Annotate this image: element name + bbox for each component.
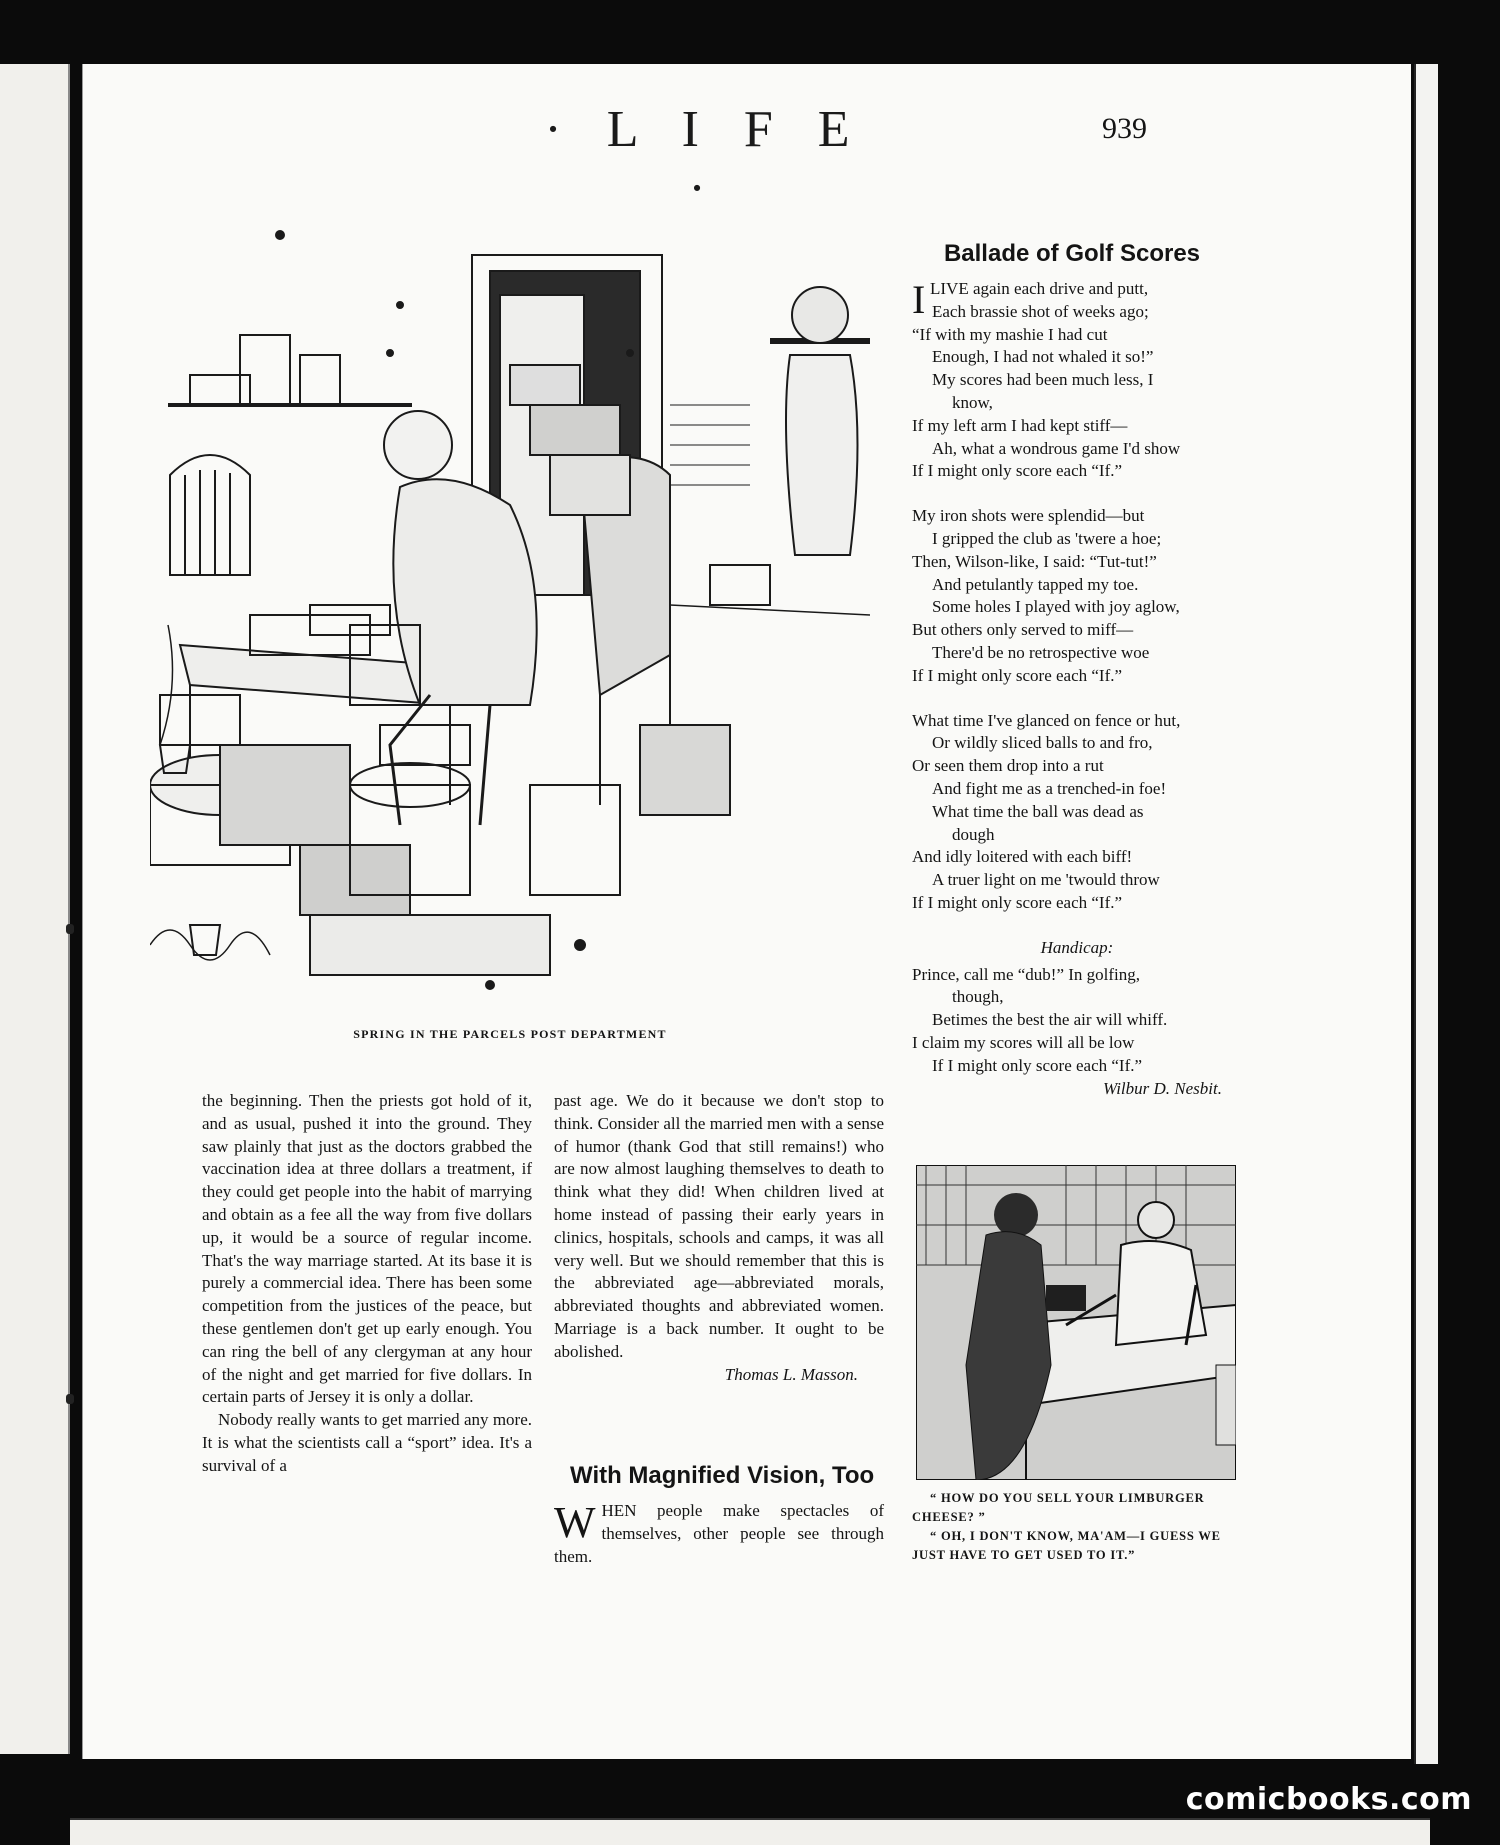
masthead: · L I F E ·: [544, 101, 866, 217]
poem-line: Prince, call me “dub!” In golfing,: [912, 964, 1141, 984]
poem-envoi: [912, 937, 1242, 1101]
poem-line: My scores had been much less, I: [932, 370, 1154, 390]
next-page-edge: [1414, 64, 1438, 1764]
site-watermark: comicbooks.com: [1185, 1782, 1472, 1817]
caption-question: “ HOW DO YOU SELL YOUR LIMBURGER CHEESE? ”: [912, 1491, 1205, 1524]
drop-cap: I: [912, 277, 926, 322]
poem-line: Ah, what a wondrous game I'd show: [932, 438, 1181, 458]
poem-stanza: [912, 710, 1242, 915]
binding-mark: [66, 1394, 74, 1404]
poem-line: Enough, I had not whaled it so!”: [932, 347, 1154, 367]
poem-line: I LIVE again each drive and putt,: [912, 277, 1149, 322]
poem-line: I claim my scores will all be low: [912, 1032, 1135, 1052]
poem-line: But others only served to miff—: [912, 620, 1134, 640]
poem-line: Then, Wilson-like, I said: “Tut-tut!”: [912, 551, 1157, 571]
poem-line: Each brassie shot of weeks ago;: [932, 301, 1149, 321]
article-paragraph: Nobody really wants to get married any more. It is what the scientists call a “sport” idea. It's a survival of a: [202, 1410, 532, 1475]
page-number: 939: [1102, 112, 1147, 145]
article-author: Thomas L. Masson.: [724, 1364, 858, 1384]
poem-stanza: [912, 278, 1242, 483]
facing-page-edge: [0, 64, 70, 1754]
short-piece-text: [554, 1500, 884, 1568]
poem-author: Wilbur D. Nesbit.: [1102, 1078, 1222, 1098]
article-column-1: [202, 1090, 532, 1478]
poem-line: If I might only score each “If.”: [912, 892, 1123, 912]
short-piece-body: HEN people make spectacles of themselves, other people see through them.: [554, 1501, 884, 1566]
poem-line: What time the ball was dead as: [932, 801, 1144, 821]
article-column-2: [554, 1090, 884, 1386]
drop-cap: W: [554, 1498, 596, 1547]
poem-line: dough: [952, 824, 995, 844]
article-paragraph: the beginning. Then the priests got hold of it, and as usual, pushed it into the ground. They saw plainly that just as the doctors grabbed the vaccination idea at three dollars a treatment, if they could get people into the habit of marrying and obtain as a fee all the way from five dollars up, it would be a source of regular income. That's the way marriage started. At its base it is purely a commercial idea. There has been some competition from the justices of the peace, but these gentlemen don't get up early enough. You can ring the bell of any clergyman at any hour of the night and get married for five dollars. In certain parts of Jersey it is only a dollar.: [202, 1091, 532, 1407]
poem-line: My iron shots were splendid—but: [912, 506, 1145, 526]
cartoon-parcels-post-illustration: [150, 225, 870, 1015]
caption-answer: “ OH, I DON'T KNOW, MA'AM—I GUESS WE JUST HAVE TO GET USED TO IT.”: [912, 1529, 1221, 1562]
poem-line: Betimes the best the air will whiff.: [932, 1010, 1168, 1030]
article-paragraph: past age. We do it because we don't stop to think. Consider all the married men with a sense of humor (thank God that still remains!) who are now almost laughing themselves to death to think what they did! When children lived at home instead of passing their early years in clinics, hospitals, schools and camps, it was all very well. But we should remember that this is the abbreviated age—abbreviated morals, abbreviated thoughts and abbreviated women. Marriage is a back number. It ought to be abolished.: [554, 1091, 884, 1361]
poem-line: If I might only score each “If.”: [912, 461, 1123, 481]
short-piece-title: With Magnified Vision, Too: [570, 1462, 875, 1489]
poem-line: If I might only score each “If.”: [912, 665, 1123, 685]
cartoon-shop-counter-illustration: [916, 1165, 1236, 1480]
poem-line: A truer light on me 'twould throw: [932, 870, 1160, 890]
shop-cartoon-caption: [912, 1489, 1242, 1565]
poem-line: And idly loitered with each biff!: [912, 847, 1133, 867]
poem-line: There'd be no retrospective woe: [932, 642, 1150, 662]
poem-ballade-of-golf-scores: [912, 278, 1242, 1122]
poem-line: though,: [952, 987, 1004, 1007]
poem-line: What time I've glanced on fence or hut,: [912, 710, 1181, 730]
poem-line: If I might only score each “If.”: [932, 1055, 1143, 1075]
poem-line: And petulantly tapped my toe.: [932, 574, 1139, 594]
cartoon-caption: SPRING IN THE PARCELS POST DEPARTMENT: [353, 1027, 667, 1041]
poem-stanza: [912, 505, 1242, 687]
poem-line: If my left arm I had kept stiff—: [912, 415, 1128, 435]
poem-line: Some holes I played with joy aglow,: [932, 597, 1180, 617]
poem-line: know,: [952, 392, 993, 412]
poem-title: Ballade of Golf Scores: [943, 240, 1201, 267]
poem-line: “If with my mashie I had cut: [912, 324, 1108, 344]
poem-line: I gripped the club as 'twere a hoe;: [932, 528, 1162, 548]
poem-line: Or wildly sliced balls to and fro,: [932, 733, 1153, 753]
binding-mark: [66, 924, 74, 934]
lower-page-edge: [70, 1818, 1430, 1845]
envoi-heading: Handicap:: [1040, 937, 1114, 957]
poem-line: And fight me as a trenched-in foe!: [932, 778, 1167, 798]
poem-line: Or seen them drop into a rut: [912, 756, 1104, 776]
